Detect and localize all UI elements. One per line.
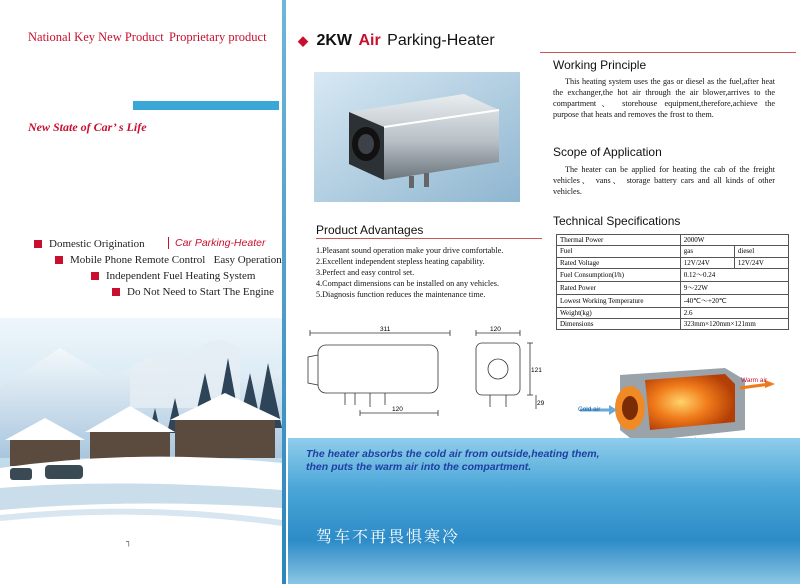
- dim-29: 29: [537, 400, 545, 407]
- table-row: [557, 307, 789, 318]
- spec-label: Fuel Consumption(l/h): [557, 268, 681, 281]
- center-divider: [282, 0, 286, 584]
- caption-line: then puts the warm air into the compartment.: [306, 461, 532, 473]
- dim-length: 311: [380, 326, 391, 333]
- heater-product-photo: [314, 72, 520, 202]
- blue-accent-bar: [133, 101, 279, 110]
- table-row: [557, 281, 789, 294]
- corner-mark: ┐: [126, 537, 132, 546]
- caption-line: The heater absorbs the cold air from outside,heating them,: [306, 448, 600, 460]
- heading-rule: [540, 52, 796, 53]
- spec-value: 12V/24V: [680, 257, 734, 268]
- feature-item: Do Not Need to Start The Engine: [112, 286, 274, 298]
- table-row: [557, 294, 789, 307]
- caption: [306, 448, 599, 474]
- spec-label: Rated Voltage: [557, 257, 681, 268]
- advantage-item: 1.Pleasant sound operation make your drive comfortable.: [316, 246, 504, 255]
- advantage-item: 4.Compact dimensions can be installed on any vehicles.: [316, 279, 500, 288]
- feature-item: Independent Fuel Heating System: [91, 270, 255, 282]
- spec-label: Dimensions: [557, 319, 681, 330]
- spec-value: -40℃～+20℃: [680, 294, 788, 307]
- snow-village-photo: [0, 318, 282, 584]
- table-row: [557, 319, 789, 330]
- advantage-item: 2.Excellent independent stepless heating capability.: [316, 257, 485, 266]
- feature-item: Mobile Phone Remote Control Easy Operation: [55, 254, 282, 266]
- dim-width: 120: [490, 326, 501, 333]
- national-key-label: National Key New Product: [28, 30, 164, 44]
- spec-label: Weight(kg): [557, 307, 681, 318]
- heading-kw: 2KW: [316, 32, 353, 49]
- bullet-icon: [112, 288, 120, 296]
- spec-label: Thermal Power: [557, 235, 681, 246]
- spec-table: [556, 234, 789, 330]
- specs-title: Technical Specifications: [553, 214, 681, 228]
- working-principle-text: This heating system uses the gas or diesel as the fuel,after heat the exchanger,the hot air through the air blower,arrives to the compartment、 storehouse equipment,therefore,achieve the purpose that heats and removes the frost to them.: [553, 77, 775, 119]
- advantage-item: 5.Diagnosis function reduces the maintenance time.: [316, 290, 486, 299]
- scope-title: Scope of Application: [553, 145, 662, 159]
- heading-rest: Parking-Heater: [387, 32, 495, 49]
- table-row: [557, 246, 789, 257]
- warm-air-label: Warm air: [741, 377, 768, 384]
- bullet-icon: [34, 240, 42, 248]
- spec-value: 2000W: [680, 235, 788, 246]
- left-panel: [0, 0, 282, 584]
- heading-air: Air: [358, 32, 381, 49]
- dim-height: 121: [531, 367, 542, 374]
- feature-item: Domestic Origination: [34, 238, 145, 250]
- bullet-icon: [55, 256, 63, 264]
- cold-air-label: Cold air: [578, 406, 601, 413]
- bullet-icon: [91, 272, 99, 280]
- spec-label: Rated Power: [557, 281, 681, 294]
- banner-slogan: 驾车不再畏惧寒冷: [316, 527, 461, 546]
- proprietary-label: Proprietary product: [169, 30, 267, 44]
- table-row: [557, 235, 789, 246]
- spec-value: 9～22W: [680, 281, 788, 294]
- table-row: [557, 268, 789, 281]
- diamond-icon: ◆: [298, 33, 308, 48]
- spec-value: 12V/24V: [734, 257, 788, 268]
- spec-label: Lowest Working Temperature: [557, 294, 681, 307]
- spec-value: 323mm×120mm×121mm: [680, 319, 788, 330]
- advantages-rule: [316, 238, 542, 239]
- table-row: [557, 257, 789, 268]
- working-principle-title: Working Principle: [553, 58, 647, 72]
- spec-label: Fuel: [557, 246, 681, 257]
- advantages-list: [316, 245, 546, 300]
- technical-drawing: [300, 325, 550, 420]
- spec-value: 0.12～0.24: [680, 268, 788, 281]
- advantage-item: 3.Perfect and easy control set.: [316, 268, 415, 277]
- advantages-title: Product Advantages: [316, 223, 424, 237]
- car-parking-heater-logo: Car Parking-Heater: [168, 237, 265, 249]
- spec-value: 2.6: [680, 307, 788, 318]
- scope-text: The heater can be applied for heating the cab of the freight vehicles、 vans、 storage battery cars and all kinds of other vehicles.: [553, 165, 775, 196]
- tagline: New State of Car’ s Life: [28, 120, 147, 134]
- dim-foot: 120: [392, 406, 403, 413]
- product-heading: [298, 32, 495, 50]
- spec-value: gas: [680, 246, 734, 257]
- spec-value: diesel: [734, 246, 788, 257]
